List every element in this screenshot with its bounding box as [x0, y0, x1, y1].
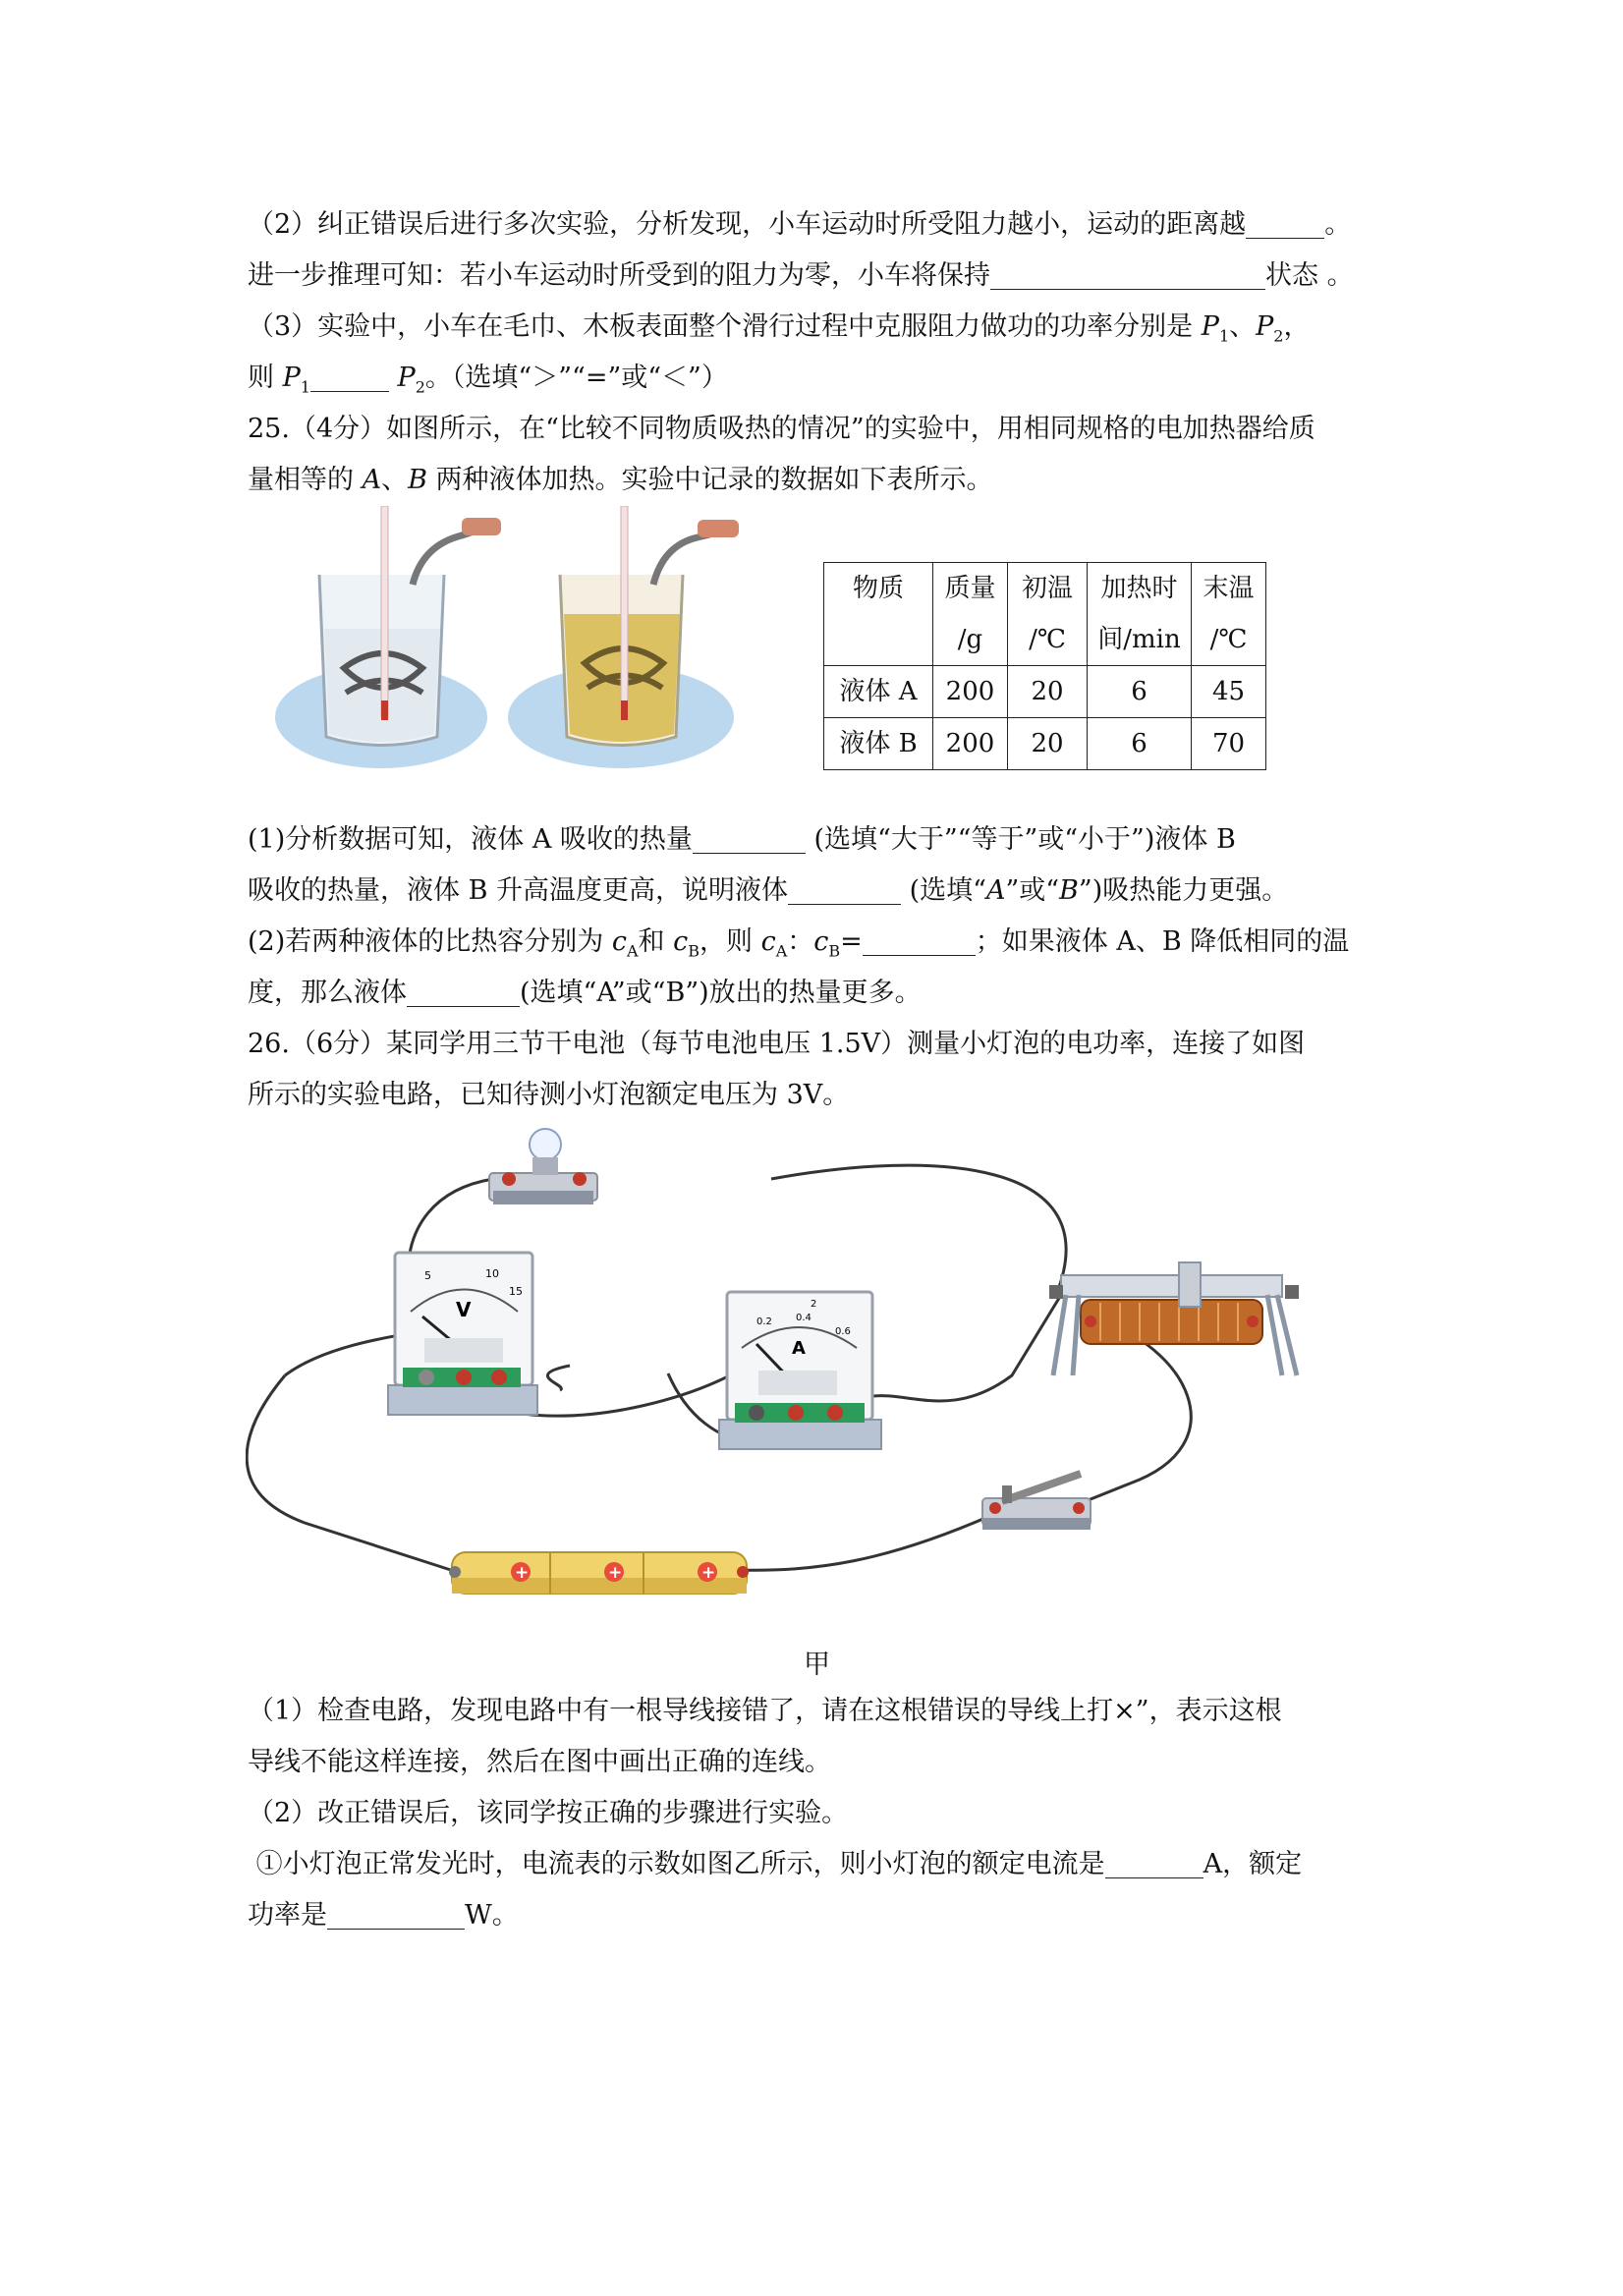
- q25-text: (2)若两种液体的比热容分别为: [248, 926, 612, 957]
- table-cell: 6: [1088, 666, 1192, 718]
- q24-text: （2）纠正错误后进行多次实验，分析发现，小车运动时所受阻力越小，运动的距离越: [248, 209, 1247, 240]
- q24-text: 、: [1229, 311, 1257, 342]
- header-cell: 质量 /g: [933, 563, 1008, 666]
- answer-blank[interactable]: [310, 362, 389, 392]
- symbol-a: A: [985, 875, 1006, 906]
- q26-line-7: [248, 1896, 519, 1935]
- q24-text: ，: [1283, 311, 1311, 342]
- battery-sign: +: [515, 1563, 530, 1583]
- q25-line-2: [248, 461, 993, 500]
- subscript: 1: [1218, 326, 1230, 346]
- q24-text: （3）实验中，小车在毛巾、木板表面整个滑行过程中克服阻力做功的功率分别是: [248, 311, 1202, 342]
- q25-text: 两种液体加热。实验中记录的数据如下表所示。: [426, 465, 993, 495]
- q26-text: W。: [465, 1900, 519, 1931]
- symbol-b: B: [408, 465, 427, 495]
- q25-text: ”)吸热能力更强。: [1078, 875, 1289, 906]
- symbol-p: P: [1201, 311, 1219, 342]
- q24-text: 则: [248, 363, 283, 393]
- symbol-b: B: [1059, 875, 1079, 906]
- subscript: B: [828, 941, 841, 961]
- table-cell: 液体 A: [824, 666, 933, 718]
- table-row: [824, 718, 1266, 770]
- subscript: A: [626, 941, 639, 961]
- q25-line-3: [248, 820, 1236, 860]
- q25-line-5: [248, 923, 1349, 971]
- answer-blank[interactable]: [327, 1899, 465, 1930]
- ammeter-letter: A: [792, 1338, 806, 1359]
- q25-text: 度，那么液体: [248, 978, 407, 1008]
- q26-text: 功率是: [248, 1900, 327, 1931]
- figure-caption: 甲: [804, 1650, 830, 1680]
- q25-line-1: [248, 410, 1315, 449]
- wire: [737, 1515, 992, 1570]
- q26-line-4: [248, 1743, 831, 1782]
- q26-text: 所示的实验电路，已知待测小灯泡额定电压为 3V。: [248, 1080, 850, 1110]
- answer-blank[interactable]: [1246, 208, 1324, 239]
- symbol-c: c: [611, 926, 627, 957]
- battery-sign: +: [608, 1563, 623, 1583]
- q24-line-3: [248, 308, 1310, 356]
- rheostat[interactable]: [1049, 1262, 1299, 1375]
- subscript: 2: [1273, 326, 1284, 346]
- q25-text: 和: [638, 926, 674, 957]
- circuit-figure: [246, 1120, 1346, 1641]
- bulb[interactable]: [489, 1129, 597, 1204]
- answer-blank[interactable]: [1105, 1848, 1203, 1878]
- q26-line-5: [248, 1794, 848, 1833]
- q26-text: （2）改正错误后，该同学按正确的步骤进行实验。: [248, 1798, 849, 1828]
- q25-text: ；如果液体 A、B 降低相同的温: [975, 926, 1350, 957]
- q26-text: ①小灯泡正常发光时，电流表的示数如图乙所示，则小灯泡的额定电流是: [255, 1849, 1105, 1879]
- subscript: A: [775, 941, 788, 961]
- voltmeter[interactable]: [388, 1253, 537, 1415]
- q26-line-1: [248, 1025, 1305, 1064]
- symbol-p: P: [1256, 311, 1274, 342]
- q25-text: (选填“大于”“等于”或“小于”)液体 B: [805, 824, 1236, 855]
- q24-text: 。: [1324, 209, 1352, 240]
- header-cell: 初温 /℃: [1008, 563, 1088, 666]
- beakers-figure: [275, 506, 786, 773]
- q24-text: 。（选填“＞”“=”或“＜”）: [424, 363, 728, 393]
- tick-label: 0.4: [796, 1313, 812, 1323]
- q24-line-1: [248, 205, 1351, 245]
- q25-text: (1)分析数据可知，液体 A 吸收的热量: [248, 824, 693, 855]
- answer-blank[interactable]: [788, 874, 901, 905]
- table-cell: 200: [933, 718, 1008, 770]
- q24-text: 进一步推理可知：若小车运动时所受到的阻力为零，小车将保持: [248, 260, 990, 291]
- q26-line-3: [248, 1692, 1282, 1731]
- q26-text: 导线不能这样连接，然后在图中画出正确的连线。: [248, 1747, 831, 1777]
- symbol-c: c: [760, 926, 776, 957]
- q26-text: 26.（6分）某同学用三节干电池（每节电池电压 1.5V）测量小灯泡的电功率，连接了如图: [248, 1029, 1306, 1059]
- q25-text: =: [840, 926, 863, 957]
- q26-line-6: [248, 1845, 1302, 1884]
- ammeter[interactable]: [719, 1292, 881, 1449]
- q25-text: 25.（4分）如图所示，在“比较不同物质吸热的情况”的实验中，用相同规格的电加热器给质: [248, 414, 1315, 444]
- symbol-p: P: [397, 363, 416, 393]
- answer-blank[interactable]: [990, 259, 1265, 290]
- table-cell: 70: [1192, 718, 1266, 770]
- q25-text: ”或“: [1005, 875, 1060, 906]
- q25-text: ，则: [700, 926, 761, 957]
- q25-text: (选填“A”或“B”)放出的热量更多。: [520, 978, 922, 1008]
- voltmeter-letter: V: [456, 1298, 472, 1321]
- q25-text: 吸收的热量，液体 B 升高温度更高，说明液体: [248, 875, 789, 906]
- q25-text: (选填“: [901, 875, 986, 906]
- answer-blank[interactable]: [407, 977, 520, 1007]
- q25-text: 量相等的: [248, 465, 363, 495]
- table-cell: 6: [1088, 718, 1192, 770]
- q24-text: 状态 。: [1265, 260, 1354, 291]
- q25-line-6: [248, 974, 922, 1013]
- tick-label: 10: [485, 1267, 499, 1280]
- header-cell: 加热时 间/min: [1088, 563, 1192, 666]
- q26-text: A，额定: [1203, 1849, 1303, 1879]
- table-row: [824, 666, 1266, 718]
- subscript: 2: [415, 377, 425, 397]
- battery-sign: +: [701, 1563, 716, 1583]
- header-cell: 末温 /℃: [1192, 563, 1266, 666]
- tick-label: 15: [509, 1285, 523, 1298]
- q24-line-2: [248, 256, 1354, 296]
- wire: [547, 1366, 570, 1390]
- q25-text: 、: [381, 465, 409, 495]
- switch[interactable]: [982, 1474, 1091, 1530]
- tick-label: 2: [811, 1299, 817, 1310]
- header-cell: 物质: [824, 563, 933, 666]
- table-cell: 200: [933, 666, 1008, 718]
- table-cell: 液体 B: [824, 718, 933, 770]
- q25-text: ：: [787, 926, 814, 957]
- subscript: B: [688, 941, 700, 961]
- answer-blank[interactable]: [863, 925, 976, 956]
- battery-pack[interactable]: [449, 1552, 749, 1594]
- table-cell: 20: [1008, 666, 1088, 718]
- symbol-p: P: [282, 363, 301, 393]
- answer-blank[interactable]: [693, 823, 806, 854]
- symbol-a: A: [362, 465, 382, 495]
- table-cell: 20: [1008, 718, 1088, 770]
- tick-label: 5: [424, 1269, 431, 1282]
- tick-label: 0.2: [756, 1316, 772, 1327]
- q26-line-2: [248, 1076, 849, 1115]
- q25-line-4: [248, 871, 1288, 911]
- symbol-c: c: [813, 926, 829, 957]
- q24-line-4: [248, 359, 728, 407]
- table-cell: 45: [1192, 666, 1266, 718]
- subscript: 1: [300, 377, 310, 397]
- data-table: [823, 562, 1266, 770]
- table-header-row: [824, 563, 1266, 666]
- symbol-c: c: [673, 926, 689, 957]
- wire: [771, 1165, 1066, 1295]
- q26-text: （1）检查电路，发现电路中有一根导线接错了，请在这根错误的导线上打×”，表示这根: [248, 1696, 1282, 1726]
- tick-label: 0.6: [835, 1326, 851, 1337]
